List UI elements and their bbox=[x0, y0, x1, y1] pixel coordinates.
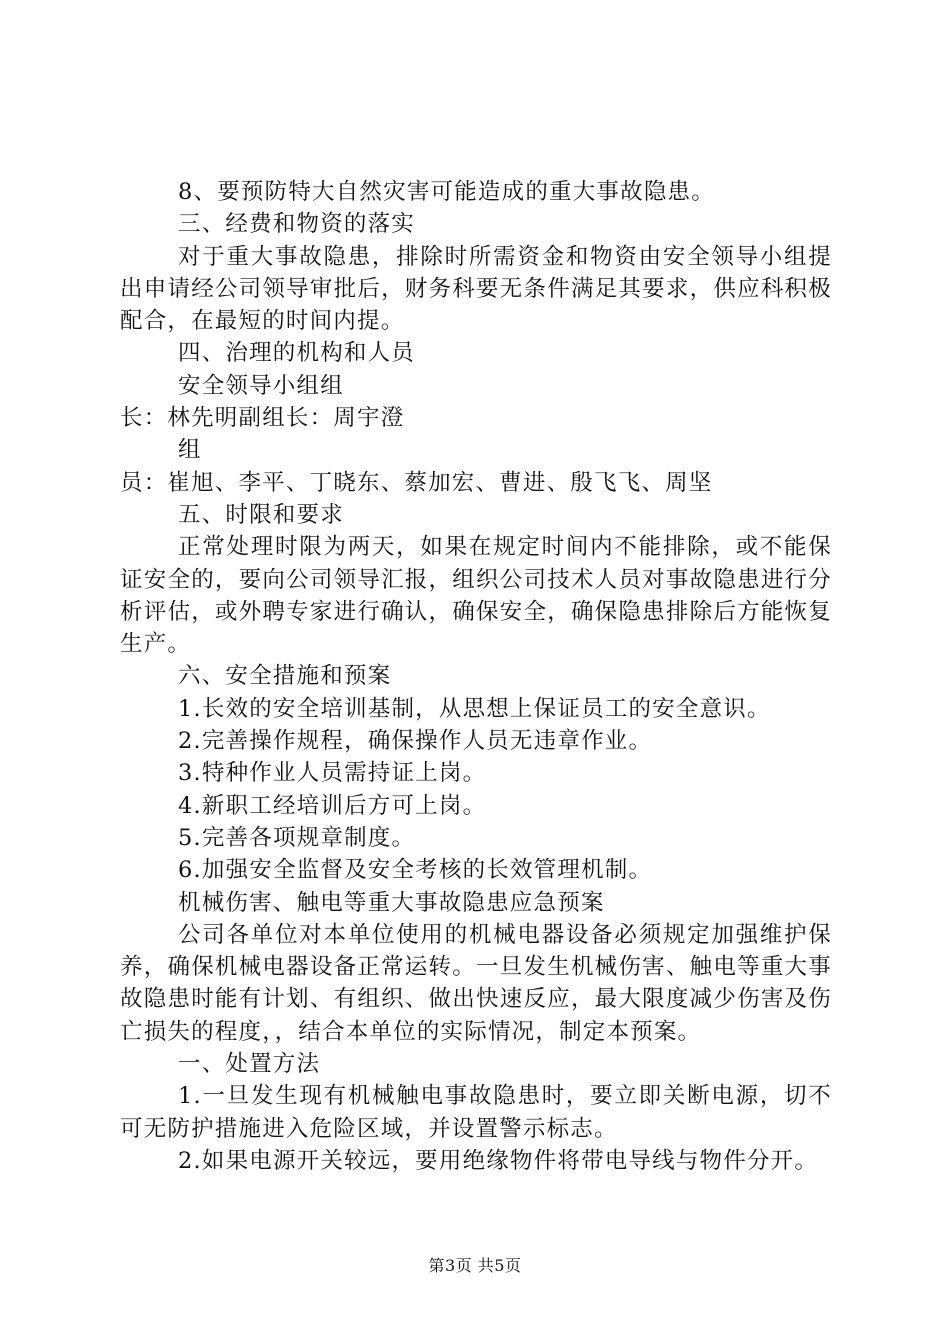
section-heading-emergency-plan: 机械伤害、触电等重大事故隐患应急预案 bbox=[178, 889, 605, 916]
paragraph-item-8: 8、要预防特大自然灾害可能造成的重大事故隐患。 bbox=[178, 179, 715, 205]
document-body bbox=[120, 176, 832, 1177]
page-number-label: 第3页 共5页 bbox=[428, 1256, 522, 1275]
list-item-measure-3: 3.特种作业人员需持证上岗。 bbox=[178, 760, 487, 787]
section-heading-funding: 三、经费和物资的落实 bbox=[178, 211, 416, 238]
list-item-handling-1: 1.一旦发生现有机械触电事故隐患时，要立即关断电源，切不可无防护措施进入危险区域，并设置警示标志。 bbox=[120, 1083, 832, 1142]
section-heading-time-limit: 五、时限和要求 bbox=[178, 501, 344, 528]
paragraph-group-leaders: 长：林先明副组长：周宇澄 bbox=[120, 405, 405, 432]
paragraph-group-members-label: 组 bbox=[178, 437, 202, 464]
paragraph-time-limit: 正常处理时限为两天，如果在规定时间内不能排除，或不能保证安全的，要向公司领导汇报，组织公司技术人员对事故隐患进行分析评估，或外聘专家进行确认，确保安全，确保隐患排除后方能恢复生产。 bbox=[120, 534, 832, 658]
list-item-measure-6: 6.加强安全监督及安全考核的长效管理机制。 bbox=[178, 857, 653, 884]
list-item-handling-2: 2.如果电源开关较远，要用绝缘物件将带电导线与物件分开。 bbox=[178, 1147, 819, 1174]
paragraph-group-members: 员：崔旭、李平、丁晓东、蔡加宏、曹进、殷飞飞、周坚 bbox=[120, 469, 713, 496]
list-item-measure-5: 5.完善各项规章制度。 bbox=[178, 824, 416, 851]
paragraph-funding: 对于重大事故隐患，排除时所需资金和物资由安全领导小组提出申请经公司领导审批后，财务科要无条件满足其要求，供应科积极配合，在最短的时间内提。 bbox=[120, 243, 832, 335]
section-heading-handling: 一、处置方法 bbox=[178, 1051, 321, 1078]
paragraph-emergency-plan: 公司各单位对本单位使用的机械电器设备必须规定加强维护保养，确保机械电器设备正常运转。一旦发生机械伤害、触电等重大事故隐患时能有计划、有组织、做出快速反应，最大限度减少伤害及伤亡损失的程度，，结合本单位的实际情况，制定本预案。 bbox=[120, 921, 832, 1045]
section-heading-organization: 四、治理的机构和人员 bbox=[178, 340, 416, 367]
list-item-measure-2: 2.完善操作规程，确保操作人员无违章作业。 bbox=[178, 728, 653, 755]
page-footer bbox=[0, 1253, 950, 1276]
paragraph-group-title: 安全领导小组组 bbox=[178, 372, 344, 399]
list-item-measure-1: 1.长效的安全培训基制，从思想上保证员工的安全意识。 bbox=[178, 695, 771, 722]
list-item-measure-4: 4.新职工经培训后方可上岗。 bbox=[178, 792, 487, 819]
section-heading-safety-measures: 六、安全措施和预案 bbox=[178, 663, 392, 690]
